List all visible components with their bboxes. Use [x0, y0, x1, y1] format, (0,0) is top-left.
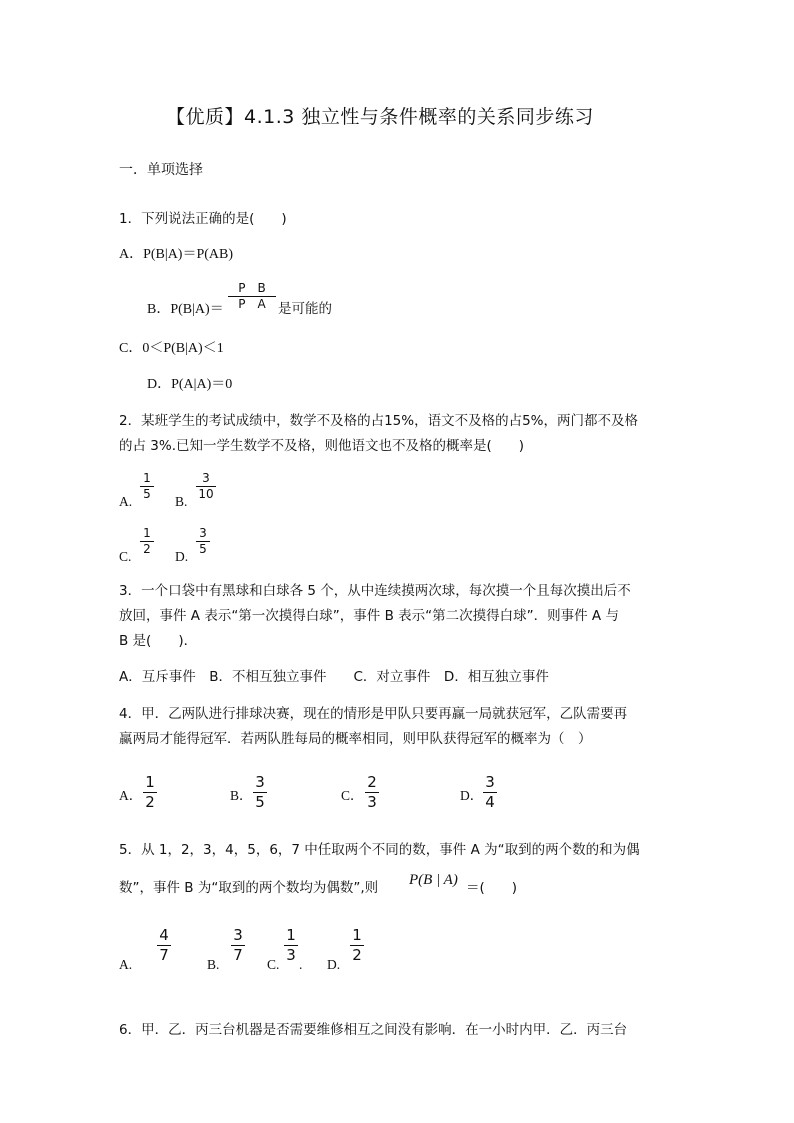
fraction-denominator: 5 [199, 542, 207, 557]
q5-option-c-label: C. [267, 957, 280, 972]
q4-option-b-label: B． [230, 788, 253, 803]
fraction-numerator: 2 [367, 773, 377, 791]
q4-option-d-label: D． [460, 788, 484, 803]
fraction-denominator: 3 [286, 945, 296, 964]
q5-option-d-label: D. [327, 957, 341, 972]
q5-line-2-suffix: ＝( ) [466, 880, 518, 896]
fraction-numerator: 1 [286, 926, 296, 944]
q1-option-a: A．P(B|A)＝P(AB) [119, 247, 234, 262]
q5-option-c-trailing-dot: . [299, 957, 303, 972]
q5-option-d-fraction [350, 927, 364, 963]
q4-line-2: 赢两局才能得冠军．若两队胜每局的概率相同，则甲队获得冠军的概率为（ ） [119, 731, 592, 747]
q1-option-d: D．P(A|A)＝0 [147, 377, 233, 392]
q6-line-1: 6．甲．乙．丙三台机器是否需要维修相互之间没有影响．在一小时内甲．乙．丙三台 [119, 1022, 628, 1038]
q5-option-a-label: A. [119, 957, 133, 972]
fraction-denominator: 2 [143, 542, 151, 557]
fraction-denominator: 2 [145, 792, 155, 811]
q2-line-1: 2．某班学生的考试成绩中，数学不及格的占15%，语文不及格的占5%，两门都不及格 [119, 413, 639, 429]
q3-line-3: B 是( )． [119, 633, 198, 649]
fraction-numerator: 3 [255, 773, 265, 791]
q1-stem: 1．下列说法正确的是( ) [119, 211, 287, 227]
q3-line-1: 3．一个口袋中有黑球和白球各 5 个，从中连续摸两次球，每次摸一个且每次摸出后不 [119, 583, 631, 599]
fraction-numerator: 4 [159, 926, 169, 944]
q1-option-b-suffix: 是可能的 [278, 301, 332, 317]
q4-option-c-label: C． [341, 788, 364, 803]
q4-option-b-fraction [253, 774, 267, 810]
q1-option-b-prefix: B．P(B|A)＝ [147, 302, 224, 317]
q3-options: A．互斥事件 B．不相互独立事件 C．对立事件 D．相互独立事件 [119, 669, 549, 685]
q2-option-a-label: A. [119, 494, 133, 509]
q1-option-c: C．0＜P(B|A)＜1 [119, 341, 224, 356]
fraction-numerator: 1 [145, 773, 155, 791]
fraction-denominator: 2 [352, 945, 362, 964]
fraction-numerator: 3 [233, 926, 243, 944]
q2-line-2: 的占 3%.已知一学生数学不及格，则他语文也不及格的概率是( ) [119, 438, 525, 454]
fraction-numerator: 1 [143, 526, 151, 540]
q2-option-b-fraction [196, 472, 216, 501]
q2-option-c-label: C. [119, 549, 132, 564]
q5-line-1: 5．从 1，2，3，4，5，6，7 中任取两个不同的数，事件 A 为“取到的两个数的和为偶 [119, 842, 640, 858]
q4-option-c-fraction [365, 774, 379, 810]
q2-option-d-label: D. [175, 549, 189, 564]
fraction-numerator: 3 [485, 773, 495, 791]
fraction-denominator: 10 [198, 487, 214, 502]
q4-option-a-fraction [143, 774, 157, 810]
q5-line-2-prefix: 数”，事件 B 为“取到的两个数均为偶数”,则 [119, 880, 379, 896]
q4-option-d-fraction [483, 774, 497, 810]
fraction-denominator: 5 [255, 792, 265, 811]
fraction-denominator: 4 [485, 792, 495, 811]
q5-option-a-fraction [157, 927, 171, 963]
fraction-numerator: 3 [199, 526, 207, 540]
fraction-denominator: P A [238, 297, 266, 312]
fraction-denominator: 7 [233, 945, 243, 964]
fraction-numerator: 1 [352, 926, 362, 944]
fraction-numerator: 1 [143, 471, 151, 485]
q3-line-2: 放回，事件 A 表示“第一次摸得白球”，事件 B 表示“第二次摸得白球”．则事件 A 与 [119, 608, 619, 624]
section-heading: 一．单项选择 [119, 162, 203, 178]
q5-option-c-fraction [284, 927, 298, 963]
fraction-denominator: 5 [143, 487, 151, 502]
q2-option-a-fraction [140, 472, 154, 501]
fraction-numerator: 3 [202, 471, 210, 485]
page-title: 【优质】4.1.3 独立性与条件概率的关系同步练习 [166, 106, 594, 128]
q5-option-b-fraction [231, 927, 245, 963]
q2-option-d-fraction [196, 527, 210, 556]
fraction-numerator: P B [238, 281, 266, 295]
q1-option-b-fraction [228, 282, 276, 311]
q4-option-a-label: A． [119, 788, 143, 803]
fraction-denominator: 7 [159, 945, 169, 964]
q4-line-1: 4．甲．乙两队进行排球决赛，现在的情形是甲队只要再赢一局就获冠军，乙队需要再 [119, 706, 628, 722]
q2-option-b-label: B. [175, 494, 188, 509]
q5-option-b-label: B. [207, 957, 220, 972]
fraction-denominator: 3 [367, 792, 377, 811]
q2-option-c-fraction [140, 527, 154, 556]
q5-probability-formula: P(B | A) [409, 872, 458, 888]
